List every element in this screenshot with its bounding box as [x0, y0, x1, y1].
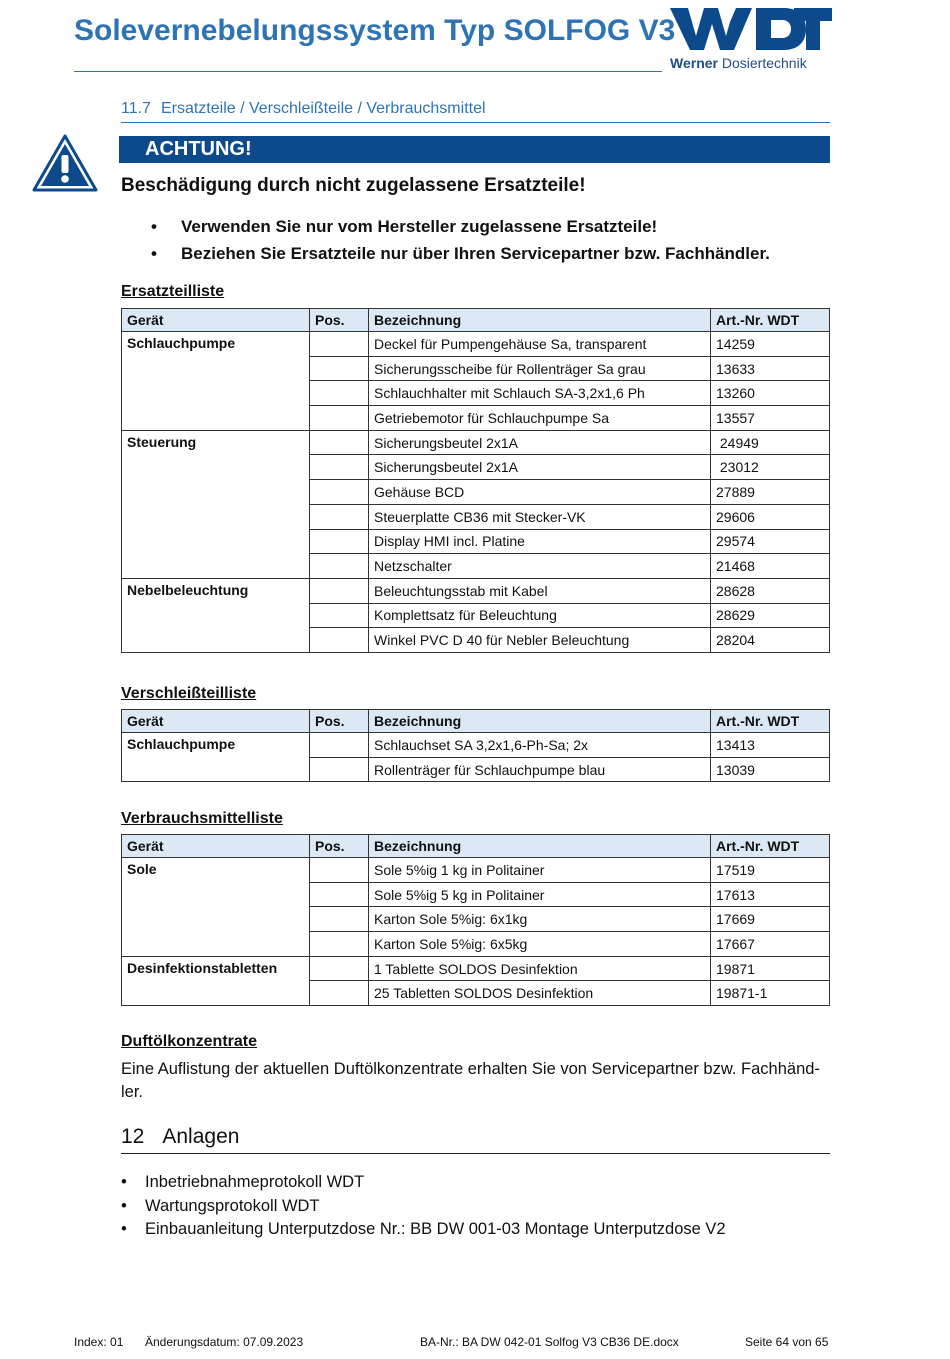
description-cell: Komplettsatz für Beleuchtung [369, 603, 711, 628]
document-title: Solevernebelungssystem Typ SOLFOG V3 [74, 14, 676, 47]
annex-item: • Wartungsprotokoll WDT [121, 1195, 726, 1219]
article-number-cell: 17667 [711, 932, 830, 957]
column-header: Art.-Nr. WDT [711, 710, 830, 733]
spare-parts-table [121, 308, 830, 653]
section-number: 11.7 [121, 100, 151, 117]
pos-cell [310, 757, 369, 782]
header-rule [74, 71, 662, 72]
footer-index: Index: 01 [74, 1335, 124, 1349]
device-cell: Desinfektionstabletten [122, 956, 310, 1005]
column-header: Art.-Nr. WDT [711, 309, 830, 332]
device-cell: Schlauchpumpe [122, 733, 310, 782]
column-header: Bezeichnung [369, 309, 711, 332]
warning-heading: Beschädigung durch nicht zugelassene Ersatzteile! [121, 175, 586, 196]
article-number-cell: 17519 [711, 858, 830, 883]
table-row [122, 858, 830, 883]
column-header: Bezeichnung [369, 710, 711, 733]
pos-cell [310, 858, 369, 883]
column-header: Pos. [310, 309, 369, 332]
device-cell: Steuerung [122, 430, 310, 578]
pos-cell [310, 430, 369, 455]
warning-item: • Verwenden Sie nur vom Hersteller zugelassene Ersatzteile! [145, 213, 770, 240]
wear-parts-table [121, 709, 830, 782]
article-number-cell: 28628 [711, 578, 830, 603]
article-number-cell: 13633 [711, 356, 830, 381]
description-cell: Sicherungsscheibe für Rollenträger Sa grau [369, 356, 711, 381]
table-row [122, 956, 830, 981]
pos-cell [310, 455, 369, 480]
pos-cell [310, 932, 369, 957]
pos-cell [310, 628, 369, 653]
pos-cell [310, 603, 369, 628]
article-number-cell: 17669 [711, 907, 830, 932]
pos-cell [310, 981, 369, 1006]
description-cell: Deckel für Pumpengehäuse Sa, transparent [369, 332, 711, 357]
description-cell: Netzschalter [369, 554, 711, 579]
device-cell: Sole [122, 858, 310, 957]
description-cell: Getriebemotor für Schlauchpumpe Sa [369, 406, 711, 431]
device-cell: Nebelbeleuchtung [122, 578, 310, 652]
pos-cell [310, 907, 369, 932]
annex-item: • Einbauanleitung Unterputzdose Nr.: BB DW 001-03 Montage Unterputzdose V2 [121, 1218, 726, 1242]
description-cell: 25 Tabletten SOLDOS Desinfektion [369, 981, 711, 1006]
pos-cell [310, 882, 369, 907]
article-number-cell: 23012 [711, 455, 830, 480]
pos-cell [310, 529, 369, 554]
table-header-row [122, 710, 830, 733]
table-row [122, 430, 830, 455]
article-number-cell: 13557 [711, 406, 830, 431]
description-cell: Rollenträger für Schlauchpumpe blau [369, 757, 711, 782]
description-cell: Schlauchhalter mit Schlauch SA-3,2x1,6 Ph [369, 381, 711, 406]
article-number-cell: 13260 [711, 381, 830, 406]
column-header: Gerät [122, 710, 310, 733]
article-number-cell: 28629 [711, 603, 830, 628]
description-cell: Karton Sole 5%ig: 6x5kg [369, 932, 711, 957]
article-number-cell: 14259 [711, 332, 830, 357]
article-number-cell: 29574 [711, 529, 830, 554]
wear-parts-title: Verschleißteilliste [121, 685, 257, 702]
warning-triangle-icon [31, 133, 99, 198]
description-cell: Steuerplatte CB36 mit Stecker-VK [369, 504, 711, 529]
article-number-cell: 19871-1 [711, 981, 830, 1006]
column-header: Gerät [122, 835, 310, 858]
description-cell: Winkel PVC D 40 für Nebler Beleuchtung [369, 628, 711, 653]
warning-label: ACHTUNG! [145, 138, 252, 160]
description-cell: Gehäuse BCD [369, 480, 711, 505]
table-row [122, 733, 830, 758]
article-number-cell: 21468 [711, 554, 830, 579]
section-title: Ersatzteile / Verschleißteile / Verbrauchsmittel [160, 100, 486, 117]
pos-cell [310, 554, 369, 579]
column-header: Pos. [310, 835, 369, 858]
consumables-table [121, 834, 830, 1006]
table-header-row [122, 835, 830, 858]
fragrance-oil-title: Duftölkonzentrate [121, 1033, 257, 1050]
logo-company-name: Werner Dosiertechnik [670, 55, 807, 71]
article-number-cell: 13039 [711, 757, 830, 782]
description-cell: Sicherungsbeutel 2x1A [369, 430, 711, 455]
description-cell: Sicherungsbeutel 2x1A [369, 455, 711, 480]
annex-item: • Inbetriebnahmeprotokoll WDT [121, 1171, 726, 1195]
column-header: Gerät [122, 309, 310, 332]
description-cell: Sole 5%ig 5 kg in Politainer [369, 882, 711, 907]
table-row [122, 578, 830, 603]
table-header-row [122, 309, 830, 332]
wdt-logo-icon [668, 6, 832, 52]
spare-parts-title: Ersatzteilliste [121, 283, 225, 300]
article-number-cell: 29606 [711, 504, 830, 529]
warning-item: • Beziehen Sie Ersatzteile nur über Ihren Servicepartner bzw. Fachhändler. [145, 240, 770, 267]
footer-document-number: BA-Nr.: BA DW 042-01 Solfog V3 CB36 DE.docx [420, 1335, 679, 1349]
description-cell: Sole 5%ig 1 kg in Politainer [369, 858, 711, 883]
column-header: Bezeichnung [369, 835, 711, 858]
column-header: Art.-Nr. WDT [711, 835, 830, 858]
description-cell: Display HMI incl. Platine [369, 529, 711, 554]
device-cell: Schlauchpumpe [122, 332, 310, 431]
consumables-title: Verbrauchsmittelliste [121, 810, 283, 827]
chapter-number: 12 [121, 1125, 145, 1148]
footer-change-date: Änderungsdatum: 07.09.2023 [145, 1335, 304, 1349]
pos-cell [310, 381, 369, 406]
article-number-cell: 17613 [711, 882, 830, 907]
article-number-cell: 28204 [711, 628, 830, 653]
fragrance-oil-text: Eine Auflistung der aktuellen Duftölkonzentrate erhalten Sie von Servicepartner bzw. Fachhänd-ler. [121, 1060, 820, 1101]
table-row [122, 332, 830, 357]
annex-list [121, 1171, 726, 1242]
article-number-cell: 19871 [711, 956, 830, 981]
chapter-heading [121, 1125, 830, 1154]
column-header: Pos. [310, 710, 369, 733]
article-number-cell: 24949 [711, 430, 830, 455]
pos-cell [310, 578, 369, 603]
description-cell: Beleuchtungsstab mit Kabel [369, 578, 711, 603]
pos-cell [310, 332, 369, 357]
description-cell: Karton Sole 5%ig: 6x1kg [369, 907, 711, 932]
pos-cell [310, 356, 369, 381]
chapter-title: Anlagen [162, 1125, 240, 1148]
pos-cell [310, 480, 369, 505]
warning-list [145, 213, 770, 267]
footer-page-number: Seite 64 von 65 [745, 1335, 829, 1349]
pos-cell [310, 504, 369, 529]
article-number-cell: 13413 [711, 733, 830, 758]
pos-cell [310, 406, 369, 431]
description-cell: Schlauchset SA 3,2x1,6-Ph-Sa; 2x [369, 733, 711, 758]
pos-cell [310, 956, 369, 981]
description-cell: 1 Tablette SOLDOS Desinfektion [369, 956, 711, 981]
section-heading [121, 100, 830, 123]
warning-banner [119, 136, 830, 163]
pos-cell [310, 733, 369, 758]
company-logo [668, 6, 834, 71]
article-number-cell: 27889 [711, 480, 830, 505]
